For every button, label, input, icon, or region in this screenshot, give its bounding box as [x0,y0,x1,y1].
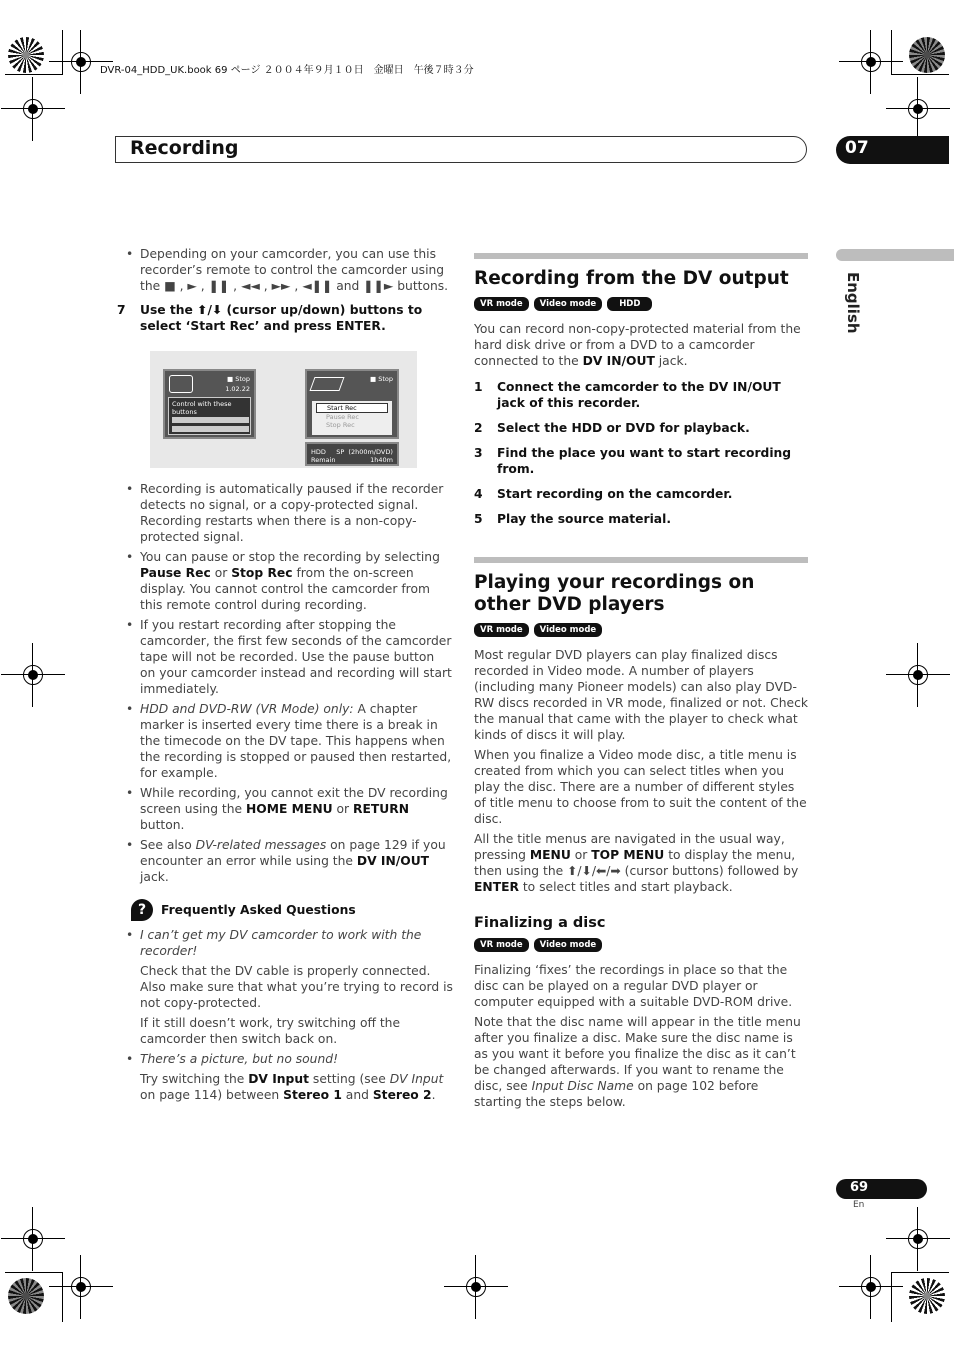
faq-answer: Try switching the DV Input setting (see DV Input on page 114) between Stereo 1 and Stereo 2. [140,1072,444,1102]
badge-video-mode: Video mode [534,623,603,637]
rec-menu [312,401,392,435]
paragraph: Most regular DVD players can play finalized discs recorded in Video mode. A number of players (including many Pioneer models) can also play DVD-RW discs recorded in VR mode, finalized or not. Check the manual that came with the player to check what kinds of discs it will play. [474,648,808,742]
step-item: 1 Connect the camcorder to the DV IN/OUT jack of this recorder. [474,380,781,410]
panel-caption: Control with these buttons [172,400,232,416]
crosshair-icon [898,655,938,695]
crop-mark [891,1272,949,1273]
list-item: • While recording, you cannot exit the DV recording screen using the HOME MENU or RETURN button. [117,785,453,833]
section-title-other-players: Playing your recordings on other DVD players [474,572,755,615]
badge-hdd: HDD [607,297,652,311]
crosshair-icon [456,1267,496,1307]
status-text: ■ Stop [227,375,250,383]
list-item: • Recording is automatically paused if the recorder detects no signal, or a copy-protected signal. Recording restarts when there is a non-copy-protected signal. [117,481,453,545]
mode-badges [474,938,808,952]
section-rule [474,557,808,563]
intro-text: You can record non-copy-protected material from the hard disk drive or from a DVD to a camcorder connected to the DV IN/OUT jack. [474,322,801,368]
crosshair-icon [13,89,53,129]
list-item: • If you restart recording after stopping the camcorder, the first few seconds of the camcorder tape will not be recorded. Use the pause button on your camcorder instead and recording will start immediately. [117,617,453,697]
step-item: 4 Start recording on the camcorder. [474,487,733,501]
step-7: 7 Use the ⬆/⬇ (cursor up/down) buttons to select ‘Start Rec’ and press ENTER. [117,303,423,333]
registration-wheel-icon [8,37,44,73]
step-item: 2 Select the HDD or DVD for playback. [474,421,750,435]
registration-wheel-icon [909,37,945,73]
page-number: 69 [836,1179,927,1199]
paragraph: All the title menus are navigated in the usual way, pressing MENU or TOP MENU to display the menu, then using the ⬆/⬇/⬅/➡ (cursor buttons) followed by ENTER to select titles and start playback. [474,832,799,894]
badge-vr-mode: VR mode [474,938,529,952]
faq-question: • There’s a picture, but no sound! [117,1051,453,1067]
dv-rec-screen [305,369,399,439]
info-text: HDD SP (2h00m/DVD) [311,448,393,456]
crosshair-icon [851,42,891,82]
mode-badges [474,297,808,311]
menu-item-stop-rec[interactable]: Stop Rec [326,421,355,429]
page-title: Recording [130,137,239,159]
faq-heading [131,899,453,921]
question-bubble-icon: ? [131,899,153,921]
camcorder-screen [163,369,256,439]
left-column [117,246,453,343]
crop-mark [891,30,892,75]
crop-mark [5,74,63,75]
crosshair-icon [898,1219,938,1259]
subsection-title-finalizing: Finalizing a disc [474,915,606,931]
badge-vr-mode: VR mode [474,623,529,637]
crop-mark [891,1272,892,1322]
screen-figure [150,351,417,468]
list-item: • Depending on your camcorder, you can use this recorder’s remote to control the camcorder using the ■ , ► , ❚❚ , ◄◄ , ►► , ◄❚❚ and ❚❚► buttons. [117,246,453,294]
page-lang: En [853,1200,865,1210]
crosshair-icon [898,89,938,129]
paragraph: Note that the disc name will appear in the title menu after you finalize a disc. Make sure the disc name is as you want it before you finalize the disc as it can’t be changed afterwards. If you want to rename the disc, see Input Disc Name on page 102 before starting the steps below. [474,1015,801,1109]
list-item: • See also DV-related messages on page 129 if you encounter an error while using the DV IN/OUT jack. [117,837,453,885]
paragraph: When you finalize a Video mode disc, a title menu is created from which you can select titles when you play the disc. There are a number of different styles of title menu to choose from to suit the content of the disc. [474,748,807,826]
crosshair-icon [13,655,53,695]
info-panel [305,442,399,466]
crosshair-icon [61,1267,101,1307]
crop-mark [5,1272,63,1273]
menu-item-pause-rec[interactable]: Pause Rec [326,413,359,421]
list-item: • You can pause or stop the recording by selecting Pause Rec or Stop Rec from the on-screen display. You cannot control the camcorder from this remote control during recording. [117,549,453,613]
crosshair-icon [61,42,101,82]
faq-answer: Check that the DV cable is properly connected. Also make sure that what you’re trying to record is not copy-protected. [140,964,453,1010]
menu-item-start-rec[interactable]: Start Rec [316,403,388,413]
transport-buttons-row [172,417,249,423]
badge-vr-mode: VR mode [474,297,529,311]
crosshair-icon [13,1219,53,1259]
chapter-badge: 07 [836,136,949,164]
faq-title: Frequently Asked Questions [161,903,356,917]
remain-value: 1h40m [370,456,393,464]
side-tab [836,249,954,261]
paragraph: Finalizing ‘fixes’ the recordings in place so that the disc can be played on a regular DVD player or computer equipped with a suitable DVD-ROM drive. [474,963,793,1009]
crosshair-icon [851,1267,891,1307]
dvd-recorder-icon [309,377,344,391]
faq-question: • I can’t get my DV camcorder to work with the recorder! [117,927,453,959]
badge-video-mode: Video mode [534,297,603,311]
step-item: 3 Find the place you want to start recording from. [474,446,792,476]
remain-label: Remain [311,456,336,464]
right-column [474,253,808,1114]
control-panel [168,397,251,435]
faq-answer: If it still doesn’t work, try switching off the camcorder then switch back on. [140,1016,401,1046]
language-tab: English [844,272,862,334]
registration-wheel-icon [8,1278,44,1314]
registration-wheel-icon [909,1278,945,1314]
transport-buttons-row [172,426,249,432]
list-item: • HDD and DVD-RW (VR Mode) only: A chapter marker is inserted every time there is a break in the timecode on the DV tape. This happens when the recording is stopped or paused then restarted, for example. [117,701,453,781]
step-item: 5 Play the source material. [474,512,671,526]
crop-mark [891,74,949,75]
left-column-lower [117,481,453,1107]
timecode: 1.02.22 [225,385,250,393]
camcorder-icon [169,375,193,393]
file-info: DVR-04_HDD_UK.book 69 ページ ２００４年９月１０日 金曜日 午後７時３分 [100,65,474,76]
status-text: ■ Stop [370,375,393,383]
mode-badges [474,623,808,637]
badge-video-mode: Video mode [534,938,603,952]
section-title-dv-output: Recording from the DV output [474,268,789,289]
section-rule [474,253,808,259]
